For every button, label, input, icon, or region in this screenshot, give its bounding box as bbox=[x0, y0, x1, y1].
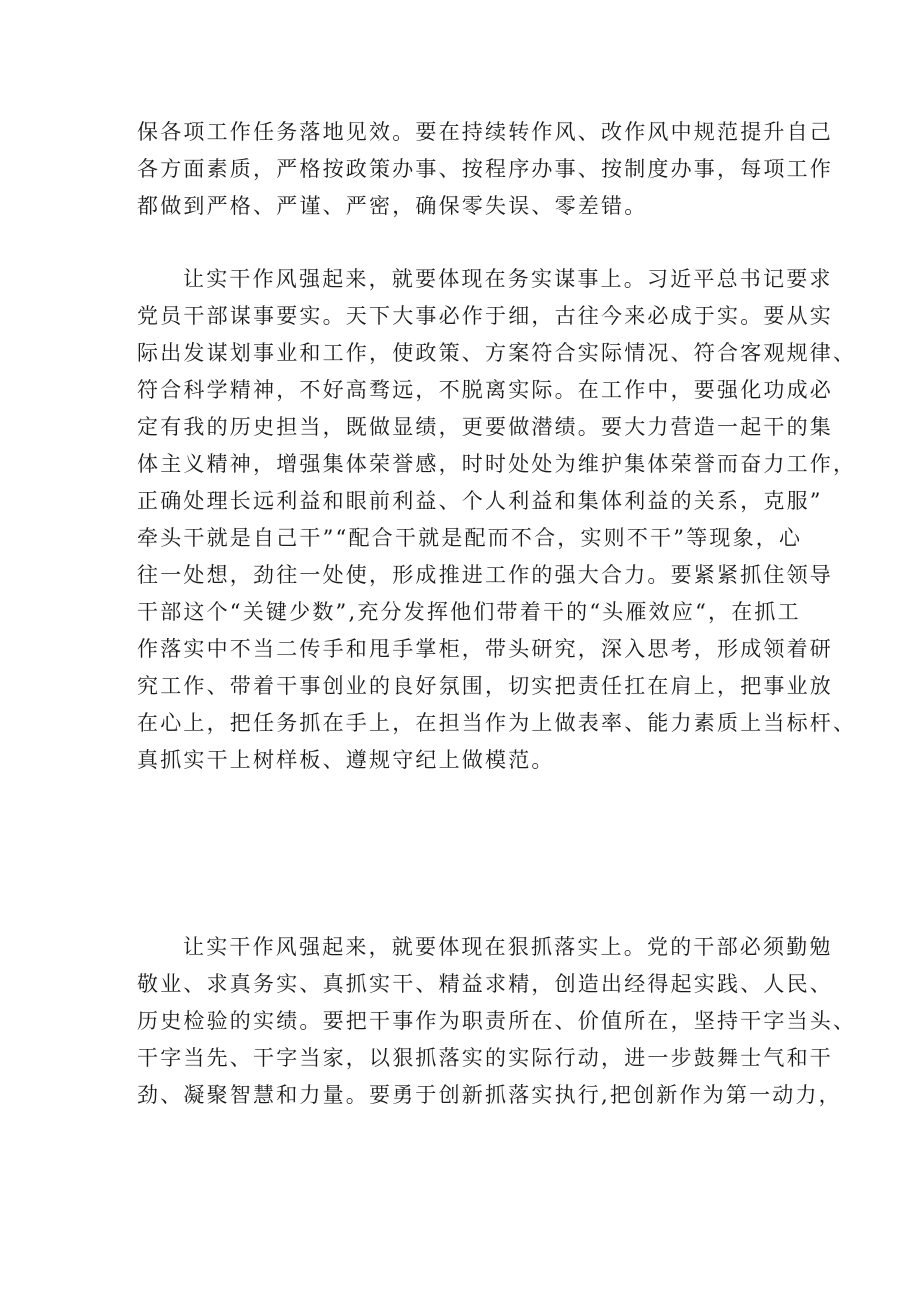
paragraph-1 bbox=[137, 114, 833, 225]
text-line: 究工作、带着干事创业的良好氛围，切实把责任扛在肩上，把事业放 bbox=[137, 674, 833, 698]
paragraph-2 bbox=[137, 261, 857, 779]
paragraph-3 bbox=[137, 929, 857, 1114]
text-line: 劲、凝聚智慧和力量。要勇于创新抓落实执行,把创新作为第一动力， bbox=[137, 1083, 842, 1107]
text-line: 往一处想，劲往一处使，形成推进工作的强大合力。要紧紧抓住领导 bbox=[137, 563, 833, 587]
text-line: 历史检验的实绩。要把干事作为职责所在、价值所在，坚持干字当头、 bbox=[137, 1009, 857, 1033]
text-line: 际出发谋划事业和工作，使政策、方案符合实际情况、符合客观规律、 bbox=[137, 341, 857, 365]
text-line: 体主义精神，增强集体荣誉感，时时处处为维护集体荣誉而奋力工作， bbox=[137, 452, 857, 476]
text-line: 干部这个“关键少数”,充分发挥他们带着干的“头雁效应“，在抓工 bbox=[137, 600, 801, 624]
text-line: 党员干部谋事要实。天下大事必作于细，古往今来必成于实。要从实 bbox=[137, 304, 833, 328]
text-line: 都做到严格、严谨、严密，确保零失误、零差错。 bbox=[137, 194, 648, 218]
text-line: 在心上，把任务抓在手上，在担当作为上做表率、能力素质上当标杆、 bbox=[137, 711, 857, 735]
text-line: 牵头干就是自己干”“配合干就是配而不合，实则不干”等现象，心 bbox=[137, 526, 803, 550]
text-line: 让实干作风强起来，就要体现在狠抓落实上。党的干部必须勤勉 bbox=[183, 935, 833, 959]
text-line: 作落实中不当二传手和甩手掌柜，带头研究，深入思考，形成领着研 bbox=[137, 637, 833, 661]
text-line: 符合科学精神，不好高骛远，不脱离实际。在工作中，要强化功成必 bbox=[137, 378, 833, 402]
text-line: 敬业、求真务实、真抓实干、精益求精，创造出经得起实践、人民、 bbox=[137, 972, 833, 996]
text-line: 干字当先、干字当家，以狠抓落实的实际行动，进一步鼓舞士气和干 bbox=[137, 1046, 833, 1070]
text-line: 各方面素质，严格按政策办事、按程序办事、按制度办事，每项工作 bbox=[137, 157, 833, 181]
text-line: 定有我的历史担当，既做显绩，更要做潜绩。要大力营造一起干的集 bbox=[137, 415, 833, 439]
text-line: 让实干作风强起来，就要体现在务实谋事上。习近平总书记要求 bbox=[183, 267, 833, 291]
text-line: 正确处理长远利益和眼前利益、个人利益和集体利益的关系，克服” bbox=[137, 489, 823, 513]
text-line: 真抓实干上树样板、遵规守纪上做模范。 bbox=[137, 748, 555, 772]
text-line: 保各项工作任务落地见效。要在持续转作风、改作风中规范提升自己 bbox=[137, 120, 833, 144]
